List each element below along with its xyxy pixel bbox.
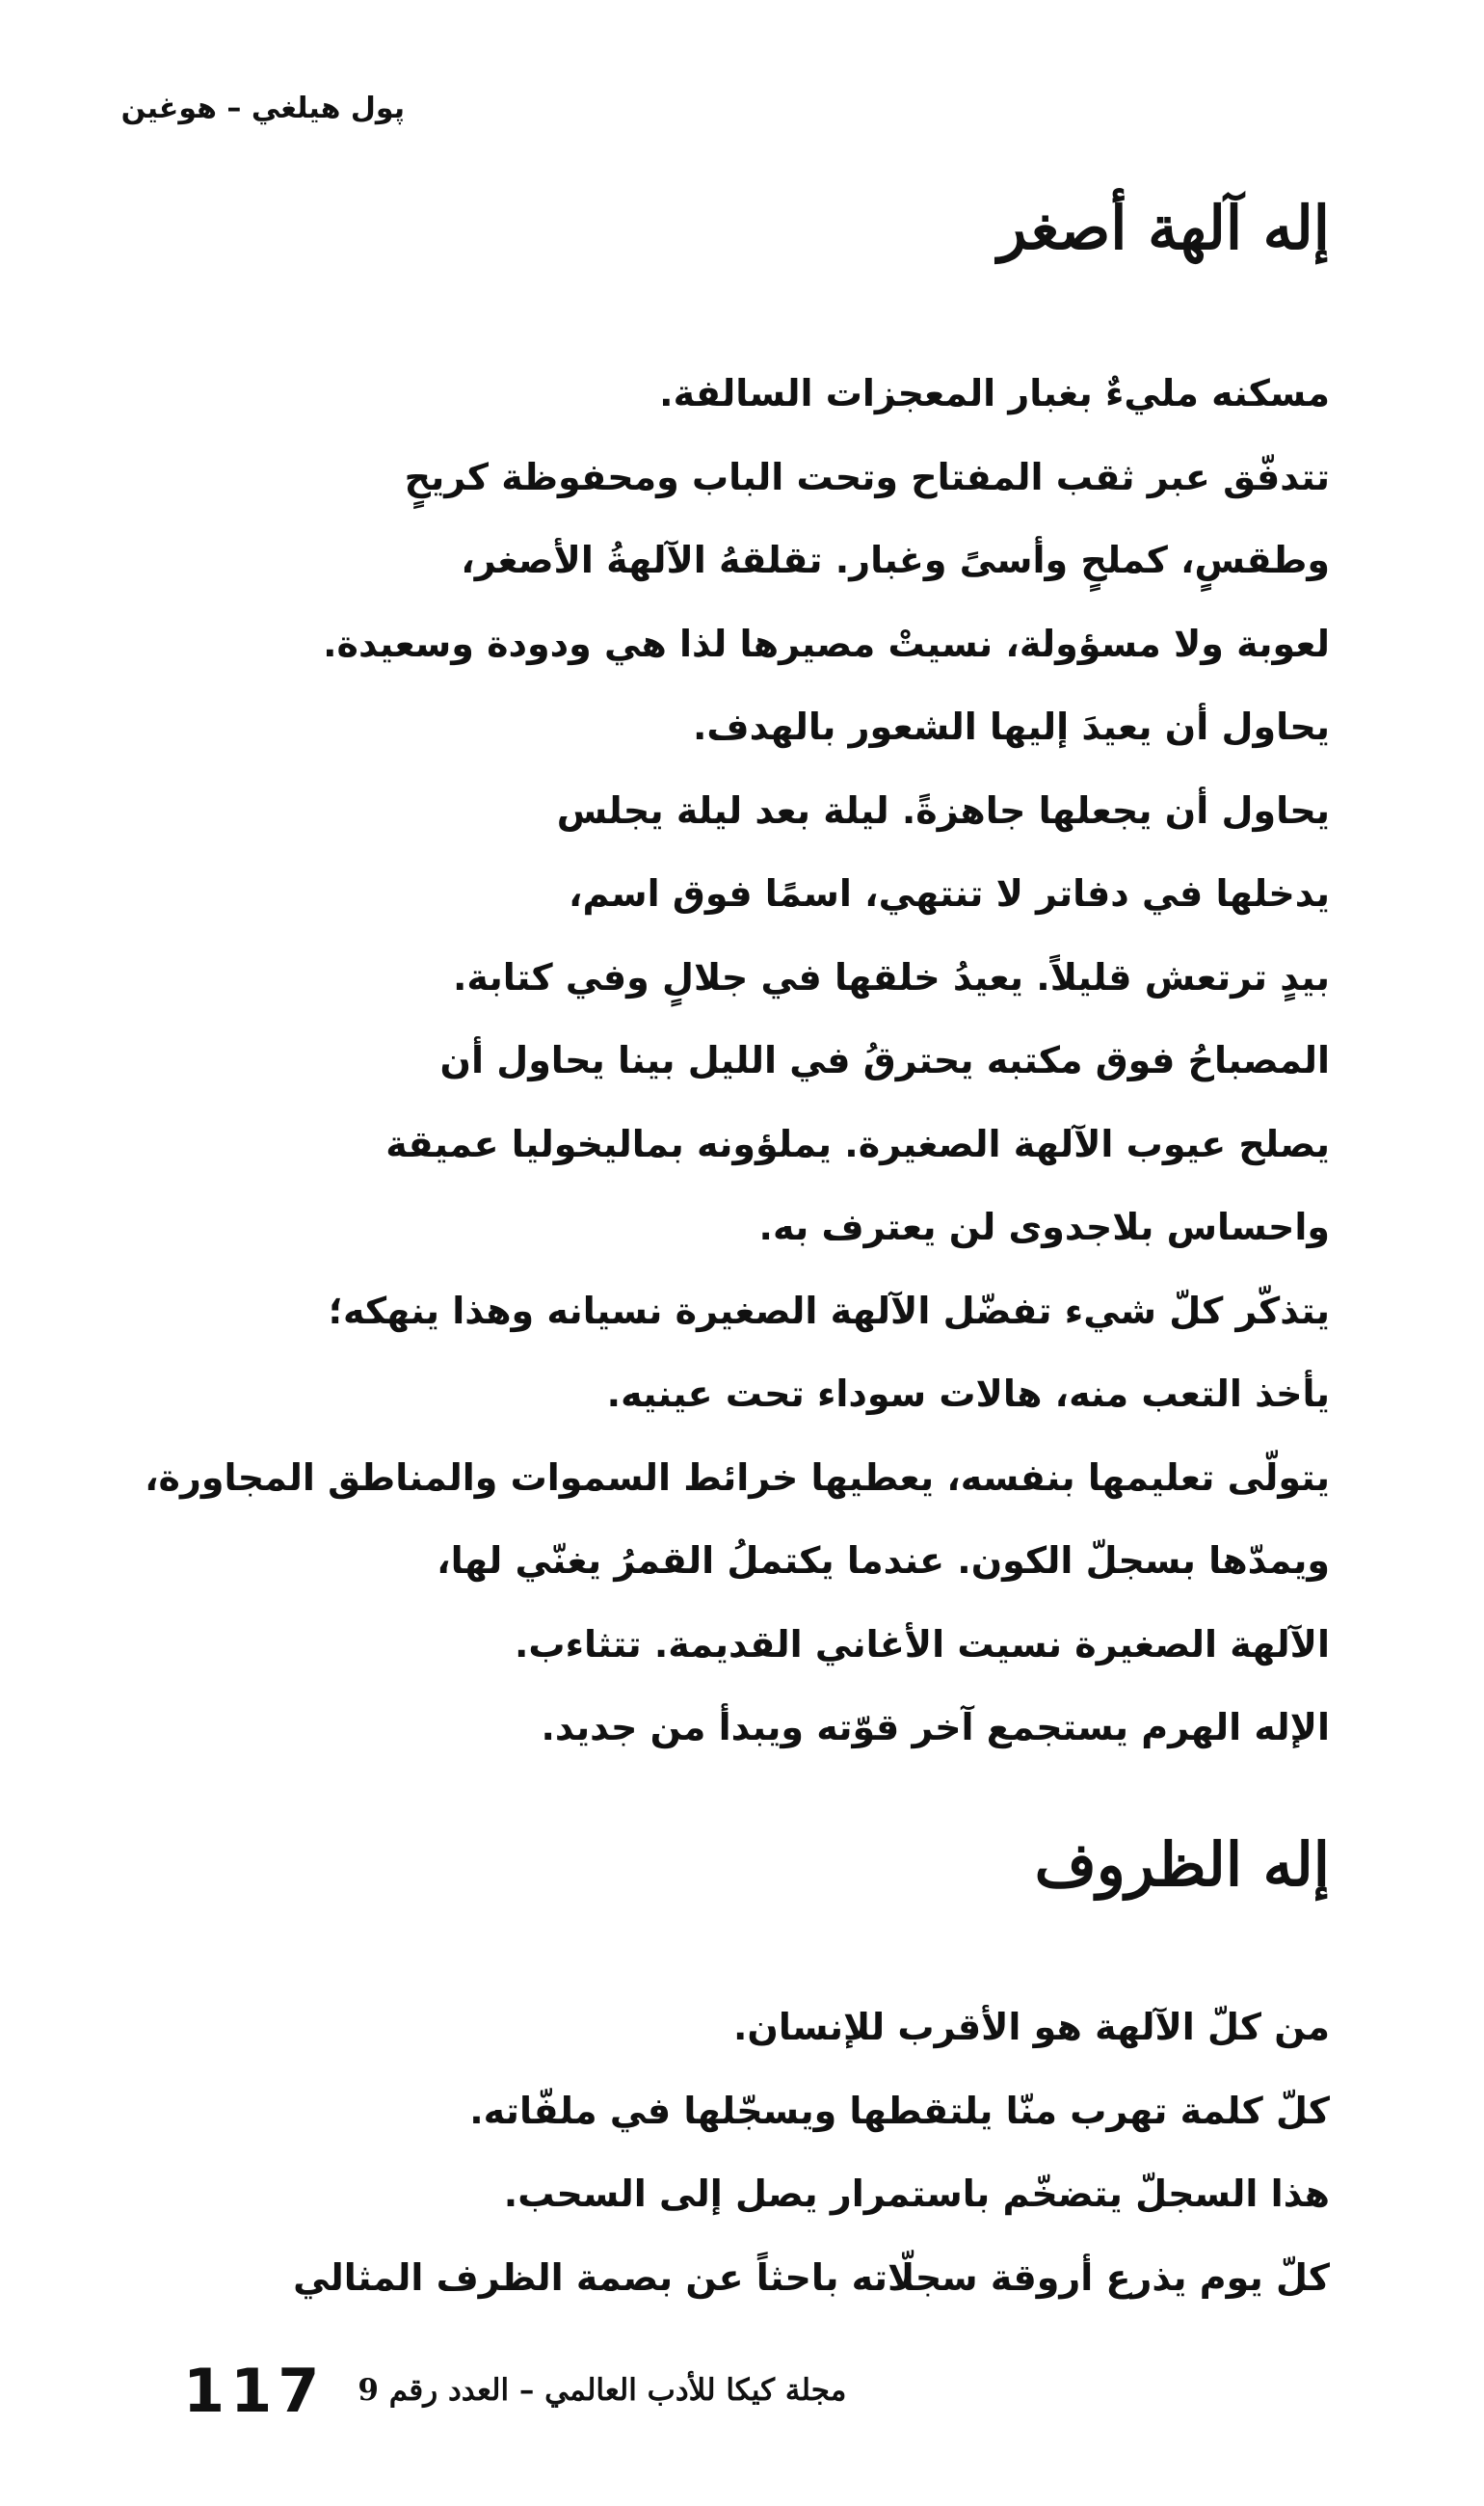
magazine-issue-info: مجلة كيكا للأدب العالمي – العدد رقم 9 xyxy=(358,2373,847,2408)
poem-title-2: إله الظروف xyxy=(1034,1829,1330,1900)
poem-line: واحساس بلاجدوى لن يعترف به. xyxy=(758,1206,1330,1248)
page-number: 117 xyxy=(183,2355,326,2426)
poem-line: كلّ يوم يذرع أروقة سجلّاته باحثاً عن بصمة الظرف المثالي xyxy=(293,2255,1330,2299)
poem-1-body xyxy=(145,352,1330,1770)
poem-line: كلّ كلمة تهرب منّا يلتقطها ويسجّلها في ملفّاته. xyxy=(469,2089,1330,2132)
poem-line: الإله الهرم يستجمع آخر قوّته ويبدأ من جديد. xyxy=(541,1706,1330,1748)
poem-line: لعوبة ولا مسؤولة، نسيتْ مصيرها لذا هي ودودة وسعيدة. xyxy=(323,622,1330,665)
poem-title-1: إله آلهة أصغر xyxy=(997,193,1330,263)
poem-line: يدخلها في دفاتر لا تنتهي، اسمًا فوق اسم، xyxy=(569,872,1330,915)
poem-line: يصلح عيوب الآلهة الصغيرة. يملؤونه بماليخوليا عميقة xyxy=(385,1122,1330,1165)
running-head: پول هيلغي – هوغين xyxy=(120,92,405,125)
poem-line: من كلّ الآلهة هو الأقرب للإنسان. xyxy=(732,2006,1330,2048)
poem-line: وطقسٍ، كملحٍ وأسىً وغبار. تقلقهُ الآلهةُ الأصغر، xyxy=(461,539,1330,581)
poem-line: الآلهة الصغيرة نسيت الأغاني القديمة. تتثاءب. xyxy=(514,1622,1330,1666)
poem-line: المصباحُ فوق مكتبه يحترقُ في الليل بينا يحاول أن xyxy=(439,1039,1330,1081)
poem-line: يتولّى تعليمها بنفسه، يعطيها خرائط السموات والمناطق المجاورة، xyxy=(145,1455,1330,1499)
poem-line: تتدفّق عبر ثقب المفتاح وتحت الباب ومحفوظة كريحٍ xyxy=(404,455,1330,498)
poem-2-body xyxy=(173,1986,1330,2319)
poem-line: ويمدّها بسجلّ الكون. عندما يكتملُ القمرُ يغنّي لها، xyxy=(437,1539,1330,1582)
poem-line: يأخذ التعب منه، هالات سوداء تحت عينيه. xyxy=(606,1373,1330,1415)
poem-line: يتذكّر كلّ شيء تفضّل الآلهة الصغيرة نسيانه وهذا ينهكه؛ xyxy=(328,1289,1330,1332)
poem-line: يحاول أن يعيدَ إليها الشعور بالهدف. xyxy=(693,706,1330,748)
poem-line: هذا السجلّ يتضخّم باستمرار يصل إلى السحب. xyxy=(503,2173,1330,2215)
page-footer xyxy=(183,2357,846,2424)
poem-line: مسكنه مليءٌ بغبار المعجزات السالفة. xyxy=(659,372,1330,414)
poem-line: يحاول أن يجعلها جاهزةً. ليلة بعد ليلة يجلس xyxy=(556,788,1330,832)
poem-line: بيدٍ ترتعش قليلاً. يعيدُ خلقها في جلالٍ وفي كتابة. xyxy=(453,955,1330,999)
